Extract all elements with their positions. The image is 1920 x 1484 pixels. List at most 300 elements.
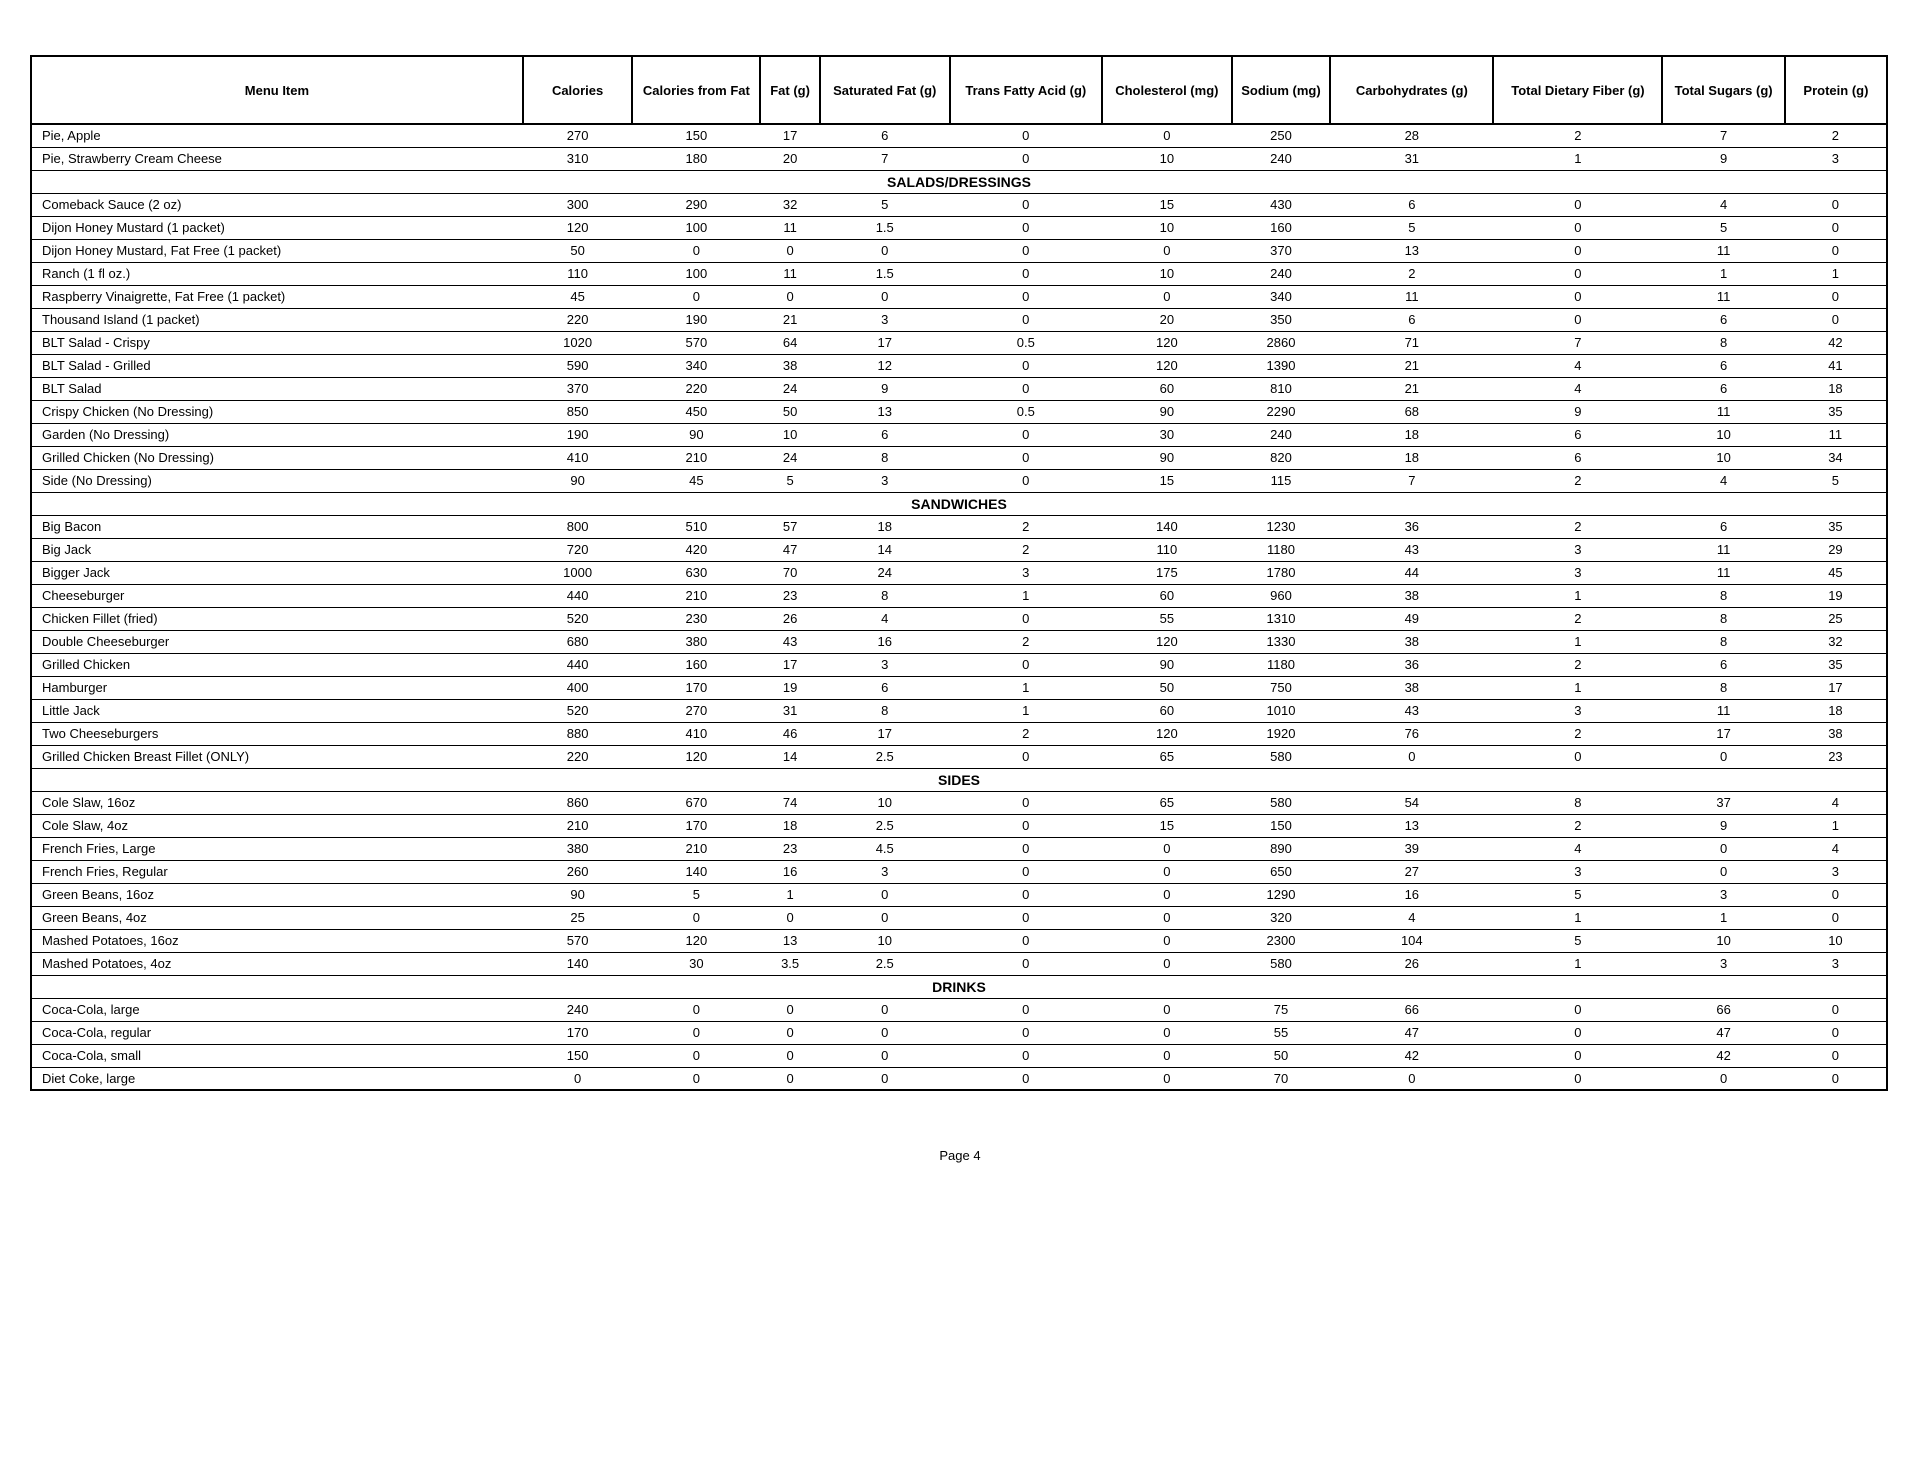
nutrition-value: 45 [523, 285, 633, 308]
nutrition-value: 10 [1662, 446, 1784, 469]
nutrition-value: 0 [1785, 1021, 1887, 1044]
section-header-row [31, 975, 1887, 998]
nutrition-value: 14 [820, 538, 950, 561]
nutrition-value: 0 [760, 239, 819, 262]
nutrition-value: 3 [1493, 699, 1662, 722]
nutrition-value: 5 [632, 883, 760, 906]
menu-item-name: Thousand Island (1 packet) [31, 308, 523, 331]
nutrition-value: 340 [632, 354, 760, 377]
table-row [31, 630, 1887, 653]
nutrition-value: 0 [632, 906, 760, 929]
nutrition-value: 6 [1662, 308, 1784, 331]
nutrition-value: 11 [1330, 285, 1493, 308]
menu-item-name: Crispy Chicken (No Dressing) [31, 400, 523, 423]
nutrition-value: 10 [760, 423, 819, 446]
nutrition-value: 4 [1493, 354, 1662, 377]
nutrition-value: 11 [1662, 285, 1784, 308]
nutrition-value: 31 [1330, 147, 1493, 170]
menu-item-name: Cole Slaw, 4oz [31, 814, 523, 837]
nutrition-value: 2.5 [820, 745, 950, 768]
column-header: Total Dietary Fiber (g) [1493, 56, 1662, 124]
nutrition-value: 10 [1102, 262, 1232, 285]
nutrition-value: 150 [523, 1044, 633, 1067]
nutrition-value: 30 [632, 952, 760, 975]
nutrition-value: 2 [950, 538, 1102, 561]
nutrition-value: 57 [760, 515, 819, 538]
nutrition-value: 5 [1785, 469, 1887, 492]
nutrition-value: 0 [1662, 837, 1784, 860]
menu-item-name: Little Jack [31, 699, 523, 722]
nutrition-value: 9 [820, 377, 950, 400]
nutrition-value: 890 [1232, 837, 1330, 860]
nutrition-value: 17 [1785, 676, 1887, 699]
nutrition-value: 0 [1102, 239, 1232, 262]
nutrition-value: 18 [1330, 446, 1493, 469]
nutrition-value: 0 [1493, 1021, 1662, 1044]
nutrition-value: 1 [950, 584, 1102, 607]
nutrition-value: 29 [1785, 538, 1887, 561]
menu-item-name: French Fries, Regular [31, 860, 523, 883]
nutrition-value: 34 [1785, 446, 1887, 469]
nutrition-value: 68 [1330, 400, 1493, 423]
nutrition-value: 8 [1662, 331, 1784, 354]
nutrition-value: 0 [1662, 745, 1784, 768]
menu-item-name: French Fries, Large [31, 837, 523, 860]
nutrition-value: 650 [1232, 860, 1330, 883]
nutrition-value: 290 [632, 193, 760, 216]
page-number: Page 4 [939, 1148, 981, 1163]
nutrition-value: 270 [523, 124, 633, 147]
menu-item-name: Green Beans, 16oz [31, 883, 523, 906]
nutrition-value: 3 [950, 561, 1102, 584]
nutrition-value: 0 [950, 285, 1102, 308]
nutrition-value: 860 [523, 791, 633, 814]
nutrition-value: 3 [1493, 860, 1662, 883]
nutrition-value: 420 [632, 538, 760, 561]
menu-item-name: Bigger Jack [31, 561, 523, 584]
nutrition-value: 23 [1785, 745, 1887, 768]
nutrition-value: 2 [950, 515, 1102, 538]
nutrition-value: 0 [1662, 1067, 1784, 1090]
nutrition-value: 1020 [523, 331, 633, 354]
nutrition-value: 800 [523, 515, 633, 538]
nutrition-value: 0 [1102, 883, 1232, 906]
nutrition-value: 18 [820, 515, 950, 538]
nutrition-value: 3 [1493, 538, 1662, 561]
nutrition-value: 1330 [1232, 630, 1330, 653]
nutrition-value: 42 [1662, 1044, 1784, 1067]
menu-item-name: BLT Salad - Crispy [31, 331, 523, 354]
nutrition-value: 21 [1330, 354, 1493, 377]
table-row [31, 285, 1887, 308]
nutrition-value: 0 [950, 952, 1102, 975]
nutrition-value: 410 [632, 722, 760, 745]
nutrition-value: 120 [632, 929, 760, 952]
nutrition-value: 8 [820, 699, 950, 722]
nutrition-value: 0 [1493, 998, 1662, 1021]
nutrition-value: 8 [1662, 584, 1784, 607]
nutrition-value: 1310 [1232, 607, 1330, 630]
column-header: Trans Fatty Acid (g) [950, 56, 1102, 124]
nutrition-value: 35 [1785, 515, 1887, 538]
nutrition-value: 0 [950, 377, 1102, 400]
table-row [31, 1044, 1887, 1067]
nutrition-value: 0 [950, 308, 1102, 331]
nutrition-value: 11 [1662, 239, 1784, 262]
nutrition-value: 180 [632, 147, 760, 170]
menu-item-name: Coca-Cola, regular [31, 1021, 523, 1044]
nutrition-value: 820 [1232, 446, 1330, 469]
nutrition-value: 50 [760, 400, 819, 423]
nutrition-value: 0.5 [950, 331, 1102, 354]
nutrition-value: 60 [1102, 699, 1232, 722]
nutrition-value: 28 [1330, 124, 1493, 147]
nutrition-value: 74 [760, 791, 819, 814]
nutrition-value: 44 [1330, 561, 1493, 584]
menu-item-name: Hamburger [31, 676, 523, 699]
nutrition-value: 590 [523, 354, 633, 377]
nutrition-value: 13 [760, 929, 819, 952]
table-row [31, 952, 1887, 975]
nutrition-value: 810 [1232, 377, 1330, 400]
column-header: Sodium (mg) [1232, 56, 1330, 124]
nutrition-value: 6 [1330, 193, 1493, 216]
nutrition-value: 0 [950, 1044, 1102, 1067]
nutrition-value: 520 [523, 607, 633, 630]
nutrition-value: 0 [1330, 745, 1493, 768]
nutrition-value: 9 [1493, 400, 1662, 423]
nutrition-value: 10 [1785, 929, 1887, 952]
column-header: Calories from Fat [632, 56, 760, 124]
nutrition-value: 0 [950, 469, 1102, 492]
nutrition-value: 0 [820, 1044, 950, 1067]
menu-item-name: Two Cheeseburgers [31, 722, 523, 745]
nutrition-value: 90 [1102, 446, 1232, 469]
nutrition-value: 10 [1662, 423, 1784, 446]
nutrition-value: 17 [820, 722, 950, 745]
nutrition-value: 17 [820, 331, 950, 354]
menu-item-name: Ranch (1 fl oz.) [31, 262, 523, 285]
nutrition-value: 5 [1330, 216, 1493, 239]
nutrition-value: 2 [950, 630, 1102, 653]
nutrition-value: 2 [950, 722, 1102, 745]
nutrition-value: 9 [1662, 147, 1784, 170]
nutrition-value: 0 [1785, 193, 1887, 216]
menu-item-name: Big Jack [31, 538, 523, 561]
nutrition-value: 320 [1232, 906, 1330, 929]
nutrition-value: 1180 [1232, 538, 1330, 561]
nutrition-value: 0 [760, 285, 819, 308]
nutrition-value: 140 [1102, 515, 1232, 538]
nutrition-value: 31 [760, 699, 819, 722]
nutrition-value: 2290 [1232, 400, 1330, 423]
nutrition-value: 3 [1785, 147, 1887, 170]
nutrition-value: 1920 [1232, 722, 1330, 745]
nutrition-value: 6 [1662, 653, 1784, 676]
nutrition-value: 90 [523, 469, 633, 492]
nutrition-value: 0 [820, 1067, 950, 1090]
nutrition-value: 49 [1330, 607, 1493, 630]
nutrition-value: 46 [760, 722, 819, 745]
table-row [31, 584, 1887, 607]
column-header: Protein (g) [1785, 56, 1887, 124]
nutrition-value: 160 [1232, 216, 1330, 239]
nutrition-value: 670 [632, 791, 760, 814]
table-row [31, 147, 1887, 170]
nutrition-value: 11 [1662, 400, 1784, 423]
nutrition-value: 120 [1102, 630, 1232, 653]
table-row [31, 607, 1887, 630]
nutrition-value: 150 [632, 124, 760, 147]
nutrition-value: 66 [1330, 998, 1493, 1021]
nutrition-value: 36 [1330, 515, 1493, 538]
nutrition-value: 35 [1785, 400, 1887, 423]
nutrition-value: 65 [1102, 791, 1232, 814]
nutrition-value: 0 [1102, 837, 1232, 860]
nutrition-value: 0 [950, 239, 1102, 262]
nutrition-value: 6 [1662, 354, 1784, 377]
nutrition-value: 1.5 [820, 262, 950, 285]
table-row [31, 860, 1887, 883]
nutrition-value: 5 [1493, 883, 1662, 906]
nutrition-value: 210 [632, 837, 760, 860]
nutrition-value: 0 [1493, 216, 1662, 239]
nutrition-value: 0 [1662, 860, 1784, 883]
nutrition-value: 250 [1232, 124, 1330, 147]
nutrition-value: 11 [760, 216, 819, 239]
nutrition-value: 430 [1232, 193, 1330, 216]
nutrition-value: 35 [1785, 653, 1887, 676]
nutrition-value: 90 [523, 883, 633, 906]
table-row [31, 538, 1887, 561]
nutrition-value: 66 [1662, 998, 1784, 1021]
nutrition-value: 4.5 [820, 837, 950, 860]
nutrition-value: 230 [632, 607, 760, 630]
nutrition-value: 0 [1102, 998, 1232, 1021]
table-row [31, 699, 1887, 722]
table-row [31, 561, 1887, 584]
menu-item-name: Chicken Fillet (fried) [31, 607, 523, 630]
nutrition-value: 450 [632, 400, 760, 423]
nutrition-value: 380 [523, 837, 633, 860]
nutrition-value: 50 [1102, 676, 1232, 699]
nutrition-value: 0 [1785, 216, 1887, 239]
nutrition-value: 38 [760, 354, 819, 377]
nutrition-value: 45 [632, 469, 760, 492]
nutrition-value: 0 [632, 239, 760, 262]
nutrition-value: 440 [523, 653, 633, 676]
nutrition-value: 1 [1493, 906, 1662, 929]
nutrition-value: 0 [632, 1067, 760, 1090]
nutrition-value: 3 [820, 469, 950, 492]
nutrition-value: 11 [1662, 538, 1784, 561]
nutrition-value: 1 [760, 883, 819, 906]
nutrition-value: 18 [1785, 699, 1887, 722]
nutrition-value: 0 [950, 998, 1102, 1021]
table-row [31, 722, 1887, 745]
nutrition-value: 39 [1330, 837, 1493, 860]
section-header-label: SALADS/DRESSINGS [31, 170, 1887, 193]
nutrition-value: 13 [1330, 239, 1493, 262]
nutrition-value: 0 [950, 814, 1102, 837]
nutrition-value: 15 [1102, 469, 1232, 492]
nutrition-value: 1 [1785, 262, 1887, 285]
nutrition-value: 16 [760, 860, 819, 883]
menu-item-name: Big Bacon [31, 515, 523, 538]
table-row [31, 1067, 1887, 1090]
nutrition-value: 350 [1232, 308, 1330, 331]
nutrition-value: 0 [760, 1021, 819, 1044]
nutrition-value: 190 [632, 308, 760, 331]
nutrition-value: 960 [1232, 584, 1330, 607]
nutrition-value: 0 [950, 653, 1102, 676]
nutrition-value: 6 [820, 124, 950, 147]
nutrition-value: 0 [950, 147, 1102, 170]
nutrition-value: 0 [950, 883, 1102, 906]
nutrition-value: 440 [523, 584, 633, 607]
column-header: Carbohydrates (g) [1330, 56, 1493, 124]
nutrition-value: 0 [760, 1067, 819, 1090]
nutrition-value: 18 [760, 814, 819, 837]
menu-item-name: Pie, Apple [31, 124, 523, 147]
nutrition-value: 720 [523, 538, 633, 561]
nutrition-value: 17 [1662, 722, 1784, 745]
menu-item-name: Pie, Strawberry Cream Cheese [31, 147, 523, 170]
table-row [31, 193, 1887, 216]
nutrition-value: 25 [1785, 607, 1887, 630]
nutrition-value: 10 [1102, 216, 1232, 239]
nutrition-value: 0 [950, 791, 1102, 814]
nutrition-value: 47 [1330, 1021, 1493, 1044]
nutrition-value: 90 [1102, 400, 1232, 423]
nutrition-value: 7 [1493, 331, 1662, 354]
nutrition-value: 170 [632, 676, 760, 699]
nutrition-value: 0 [950, 837, 1102, 860]
table-row [31, 883, 1887, 906]
nutrition-value: 110 [1102, 538, 1232, 561]
nutrition-value: 0 [1330, 1067, 1493, 1090]
nutrition-value: 0 [1493, 1067, 1662, 1090]
nutrition-value: 400 [523, 676, 633, 699]
nutrition-value: 12 [820, 354, 950, 377]
nutrition-value: 27 [1330, 860, 1493, 883]
nutrition-value: 6 [1662, 377, 1784, 400]
nutrition-value: 7 [820, 147, 950, 170]
nutrition-value: 43 [1330, 538, 1493, 561]
nutrition-value: 0 [1102, 860, 1232, 883]
nutrition-value: 1 [1493, 147, 1662, 170]
nutrition-value: 6 [1493, 423, 1662, 446]
nutrition-value: 0 [1102, 929, 1232, 952]
section-header-label: SANDWICHES [31, 492, 1887, 515]
nutrition-value: 5 [1662, 216, 1784, 239]
table-row [31, 423, 1887, 446]
nutrition-value: 0 [1785, 239, 1887, 262]
nutrition-value: 0 [760, 998, 819, 1021]
nutrition-value: 45 [1785, 561, 1887, 584]
nutrition-value: 1 [950, 676, 1102, 699]
nutrition-value: 0 [950, 423, 1102, 446]
nutrition-value: 0 [760, 906, 819, 929]
table-row [31, 791, 1887, 814]
nutrition-value: 2 [1785, 124, 1887, 147]
table-row [31, 906, 1887, 929]
nutrition-value: 160 [632, 653, 760, 676]
nutrition-value: 8 [1662, 607, 1784, 630]
table-row [31, 400, 1887, 423]
nutrition-value: 4 [1785, 791, 1887, 814]
nutrition-value: 190 [523, 423, 633, 446]
nutrition-value: 0 [820, 906, 950, 929]
table-row [31, 515, 1887, 538]
nutrition-value: 1000 [523, 561, 633, 584]
menu-item-name: Garden (No Dressing) [31, 423, 523, 446]
nutrition-value: 0 [1102, 1044, 1232, 1067]
nutrition-value: 17 [760, 124, 819, 147]
nutrition-value: 370 [523, 377, 633, 400]
nutrition-value: 24 [760, 446, 819, 469]
nutrition-value: 50 [523, 239, 633, 262]
nutrition-value: 750 [1232, 676, 1330, 699]
menu-item-name: Grilled Chicken Breast Fillet (ONLY) [31, 745, 523, 768]
nutrition-value: 47 [760, 538, 819, 561]
nutrition-value: 0 [950, 745, 1102, 768]
menu-item-name: Grilled Chicken (No Dressing) [31, 446, 523, 469]
nutrition-value: 0 [1785, 998, 1887, 1021]
section-header-row [31, 768, 1887, 791]
nutrition-value: 38 [1330, 584, 1493, 607]
nutrition-value: 410 [523, 446, 633, 469]
nutrition-value: 6 [820, 423, 950, 446]
menu-item-name: Coca-Cola, large [31, 998, 523, 1021]
nutrition-value: 0 [950, 607, 1102, 630]
nutrition-value: 104 [1330, 929, 1493, 952]
nutrition-value: 580 [1232, 745, 1330, 768]
nutrition-value: 41 [1785, 354, 1887, 377]
nutrition-value: 110 [523, 262, 633, 285]
table-row [31, 354, 1887, 377]
nutrition-value: 0 [1785, 285, 1887, 308]
nutrition-value: 580 [1232, 791, 1330, 814]
nutrition-value: 75 [1232, 998, 1330, 1021]
nutrition-value: 4 [1662, 193, 1784, 216]
nutrition-value: 0 [1102, 1021, 1232, 1044]
nutrition-value: 0 [950, 216, 1102, 239]
nutrition-value: 220 [523, 308, 633, 331]
nutrition-value: 1 [1662, 906, 1784, 929]
nutrition-value: 520 [523, 699, 633, 722]
nutrition-value: 10 [820, 791, 950, 814]
nutrition-value: 50 [1232, 1044, 1330, 1067]
nutrition-value: 55 [1102, 607, 1232, 630]
nutrition-value: 0 [1785, 906, 1887, 929]
nutrition-value: 55 [1232, 1021, 1330, 1044]
nutrition-value: 42 [1785, 331, 1887, 354]
nutrition-value: 65 [1102, 745, 1232, 768]
nutrition-value: 0 [950, 1021, 1102, 1044]
nutrition-value: 0 [950, 929, 1102, 952]
table-row [31, 469, 1887, 492]
nutrition-value: 6 [1662, 515, 1784, 538]
nutrition-value: 8 [1662, 630, 1784, 653]
nutrition-value: 0 [632, 1044, 760, 1067]
nutrition-value: 3.5 [760, 952, 819, 975]
table-row [31, 377, 1887, 400]
nutrition-value: 25 [523, 906, 633, 929]
nutrition-value: 0 [950, 860, 1102, 883]
nutrition-value: 120 [1102, 722, 1232, 745]
nutrition-value: 2 [1493, 515, 1662, 538]
